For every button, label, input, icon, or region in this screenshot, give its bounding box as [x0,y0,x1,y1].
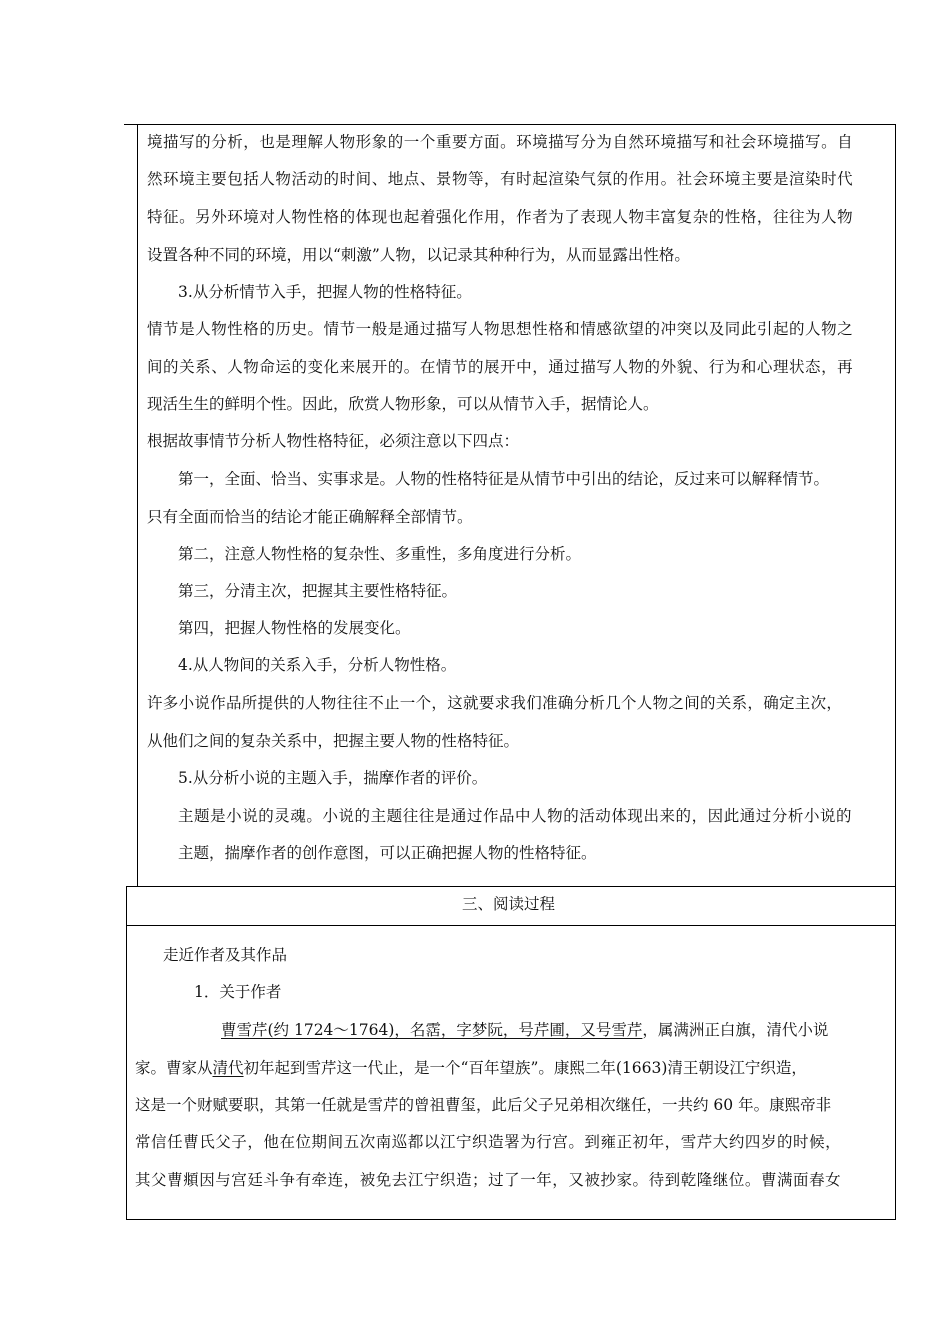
point-fourth: 第四，把握人物性格的发展变化。 [178,619,411,637]
text-span: 家。曹家从 [135,1059,213,1077]
author-intro-rest: ，属满洲正白旗，清代小说 [642,1021,829,1039]
section-header: 三、阅读过程 [462,895,556,913]
paragraph-line: 主题，揣摩作者的创作意图，可以正确把握人物的性格特征。 [178,844,597,862]
paragraph-line [135,1057,807,1079]
paragraph-line: 设置各种不同的环境，用以“刺激”人物，以记录其种种行为，从而显露出性格。 [147,246,690,264]
point-second: 第二，注意人物性格的复杂性、多重性，多角度进行分析。 [178,545,582,563]
author-intro-line [221,1019,828,1041]
qing-dynasty-link[interactable]: 清代 [212,1059,244,1077]
point-third: 第三，分清主次，把握其主要性格特征。 [178,582,458,600]
paragraph-line: 常信任曹氏父子，他在位期间五次南巡都以江宁织造署为行宫。到雍正初年，雪芹大约四岁的时候， [135,1133,842,1151]
paragraph-line: 从他们之间的复杂关系中，把握主要人物的性格特征。 [147,732,520,750]
paragraph-line: 特征。另外环境对人物性格的体现也起着强化作用，作者为了表现人物丰富复杂的性格，往往为人物 [147,208,854,226]
author-name-underlined: 曹雪芹(约 1724～1764)，名霑，字梦阮，号芹圃，又号雪芹 [221,1021,643,1039]
paragraph-line: 现活生生的鲜明个性。因此，欣赏人物形象，可以从情节入手，据情论人。 [147,395,659,413]
table-corner-tick [124,124,137,125]
paragraph-line: 其父曹頫因与宫廷斗争有牵连，被免去江宁织造；过了一年，又被抄家。待到乾隆继位。曹满面春女 [135,1171,842,1189]
point-first: 第一，全面、恰当、实事求是。人物的性格特征是从情节中引出的结论，反过来可以解释情节。 [178,470,830,488]
paragraph-line: 许多小说作品所提供的人物往往不止一个，这就要求我们准确分析几个人物之间的关系，确定主次， [147,694,843,712]
text-span: 初年起到雪芹这一代止，是一个“百年望族”。康熙二年(1663)清王朝设江宁织造， [243,1059,807,1077]
paragraph-line: 情节是人物性格的历史。情节一般是通过描写人物思想性格和情感欲望的冲突以及同此引起的人物之 [147,320,854,338]
paragraph-line: 根据故事情节分析人物性格特征，必须注意以下四点： [147,432,520,450]
paragraph-line: 这是一个财赋要职，其第一任就是雪芹的曾祖曹玺，此后父子兄弟相次继任，一共约 60 年。康熙帝非 [135,1096,832,1114]
paragraph-line: 然环境主要包括人物活动的时间、地点、景物等，有时起渲染气氛的作用。社会环境主要是渲染时代 [147,170,854,188]
subheading-4: 4.从人物间的关系入手，分析人物性格。 [178,656,457,674]
item-about-author: 1．关于作者 [194,983,282,1001]
paragraph-line: 间的关系、人物命运的变化来展开的。在情节的展开中，通过描写人物的外貌、行为和心理状态，再 [147,358,854,376]
subtitle: 走近作者及其作品 [163,946,288,964]
subheading-3: 3.从分析情节入手，把握人物的性格特征。 [178,283,472,301]
paragraph-line: 只有全面而恰当的结论才能正确解释全部情节。 [147,508,473,526]
paragraph-line: 境描写的分析，也是理解人物形象的一个重要方面。环境描写分为自然环境描写和社会环境描写。自 [147,133,854,151]
subheading-5: 5.从分析小说的主题入手，揣摩作者的评价。 [178,769,488,787]
paragraph-line: 主题是小说的灵魂。小说的主题往往是通过作品中人物的活动体现出来的，因此通过分析小说的 [178,807,853,825]
